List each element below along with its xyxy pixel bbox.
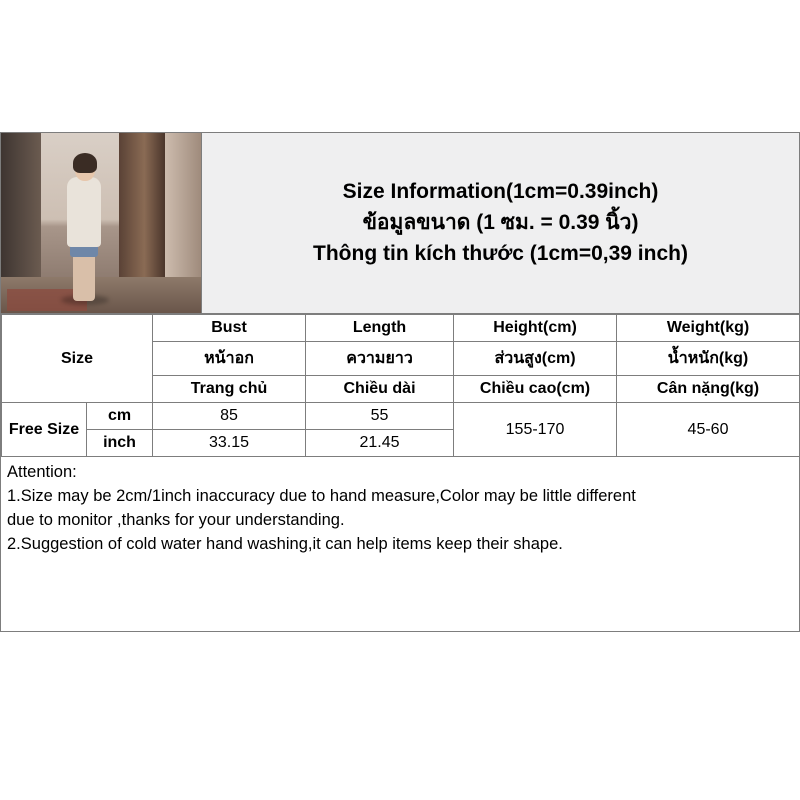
header-length-th: ความยาว	[306, 342, 454, 376]
header-length-vi: Chiều dài	[306, 376, 454, 403]
header-height-vi: Chiều cao(cm)	[454, 376, 617, 403]
attention-title: Attention:	[7, 463, 77, 481]
product-photo	[1, 133, 202, 313]
bust-inch: 33.15	[153, 430, 306, 457]
bust-cm: 85	[153, 403, 306, 430]
height-range: 155-170	[454, 403, 617, 457]
header-length-en: Length	[306, 315, 454, 342]
header-weight-en: Weight(kg)	[617, 315, 800, 342]
size-chart-sheet	[0, 132, 800, 632]
header-bust-vi: Trang chủ	[153, 376, 306, 403]
unit-inch: inch	[87, 430, 153, 457]
title-line-english: Size Information(1cm=0.39inch)	[342, 179, 659, 203]
attention-line-1b: due to monitor ,thanks for your understanding.	[7, 510, 345, 529]
header-band	[1, 133, 799, 314]
table-row-cm	[2, 403, 800, 430]
size-label-cell: Size	[2, 315, 153, 403]
length-inch: 21.45	[306, 430, 454, 457]
header-bust-en: Bust	[153, 315, 306, 342]
row-label-free-size: Free Size	[2, 403, 87, 457]
weight-range: 45-60	[617, 403, 800, 457]
header-height-en: Height(cm)	[454, 315, 617, 342]
header-weight-vi: Cân nặng(kg)	[617, 376, 800, 403]
header-height-th: ส่วนสูง(cm)	[454, 342, 617, 376]
attention-block	[1, 457, 799, 631]
attention-line-2: 2.Suggestion of cold water hand washing,it can help items keep their shape.	[7, 534, 563, 553]
model-hair	[73, 153, 97, 173]
title-block	[202, 133, 799, 313]
attention-line-1a: 1.Size may be 2cm/1inch inaccuracy due to hand measure,Color may be little different	[7, 486, 636, 505]
model-top	[67, 177, 101, 247]
title-line-vietnamese: Thông tin kích thước (1cm=0,39 inch)	[313, 242, 688, 266]
header-bust-th: หน้าอก	[153, 342, 306, 376]
size-table	[1, 314, 800, 457]
header-weight-th: น้ำหนัก(kg)	[617, 342, 800, 376]
length-cm: 55	[306, 403, 454, 430]
unit-cm: cm	[87, 403, 153, 430]
title-line-thai: ข้อมูลขนาด (1 ซม. = 0.39 นิ้ว)	[362, 210, 639, 234]
table-row-headers-en	[2, 315, 800, 342]
